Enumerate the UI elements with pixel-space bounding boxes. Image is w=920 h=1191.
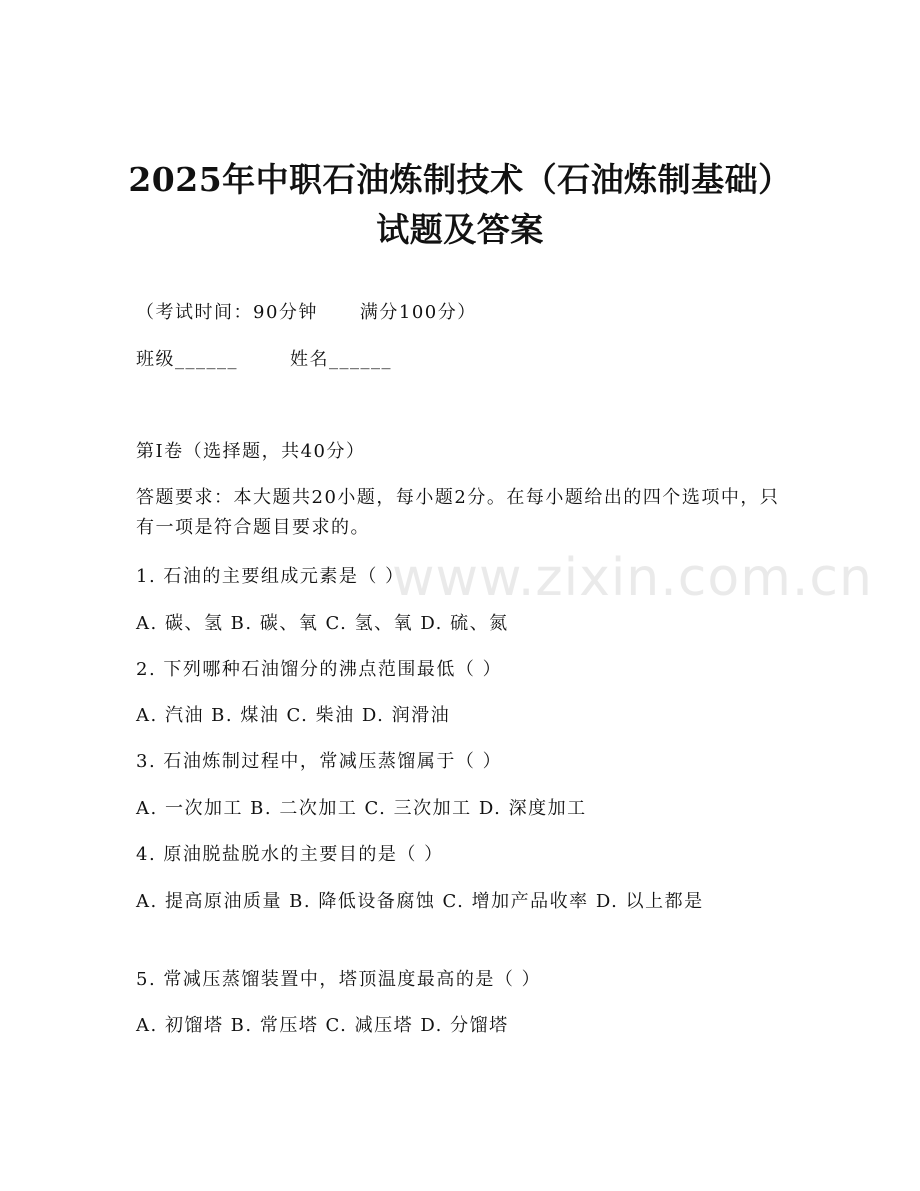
- exam-info: [136, 298, 786, 328]
- question-stem: 5. 常减压蒸馏装置中，塔顶温度最高的是（ ）: [136, 969, 542, 990]
- watermark: www.zixin.com.cn: [392, 548, 873, 608]
- full-score: 满分100分）: [359, 302, 477, 323]
- question-stem: 3. 石油炼制过程中，常减压蒸馏属于（ ）: [136, 751, 503, 772]
- question-options: A. 碳、氢 B. 碳、氧 C. 氢、氧 D. 硫、氮: [136, 613, 509, 634]
- question-options: A. 汽油 B. 煤油 C. 柴油 D. 润滑油: [136, 705, 451, 726]
- exam-time: （考试时间：90分钟: [136, 302, 318, 323]
- document-title-line-2: 试题及答案: [376, 210, 544, 249]
- name-field: 姓名______: [290, 349, 392, 370]
- section-title: 第I卷（选择题，共40分）: [136, 441, 366, 462]
- student-fields: [136, 345, 786, 375]
- question-options: A. 一次加工 B. 二次加工 C. 三次加工 D. 深度加工: [136, 798, 587, 819]
- question-stem: 1. 石油的主要组成元素是（ ）: [136, 566, 405, 587]
- instructions: 答题要求：本大题共20小题，每小题2分。在每小题给出的四个选项中，只有一项是符合题目要求的。: [136, 487, 780, 538]
- class-field: 班级______: [136, 349, 238, 370]
- question-options: A. 提高原油质量 B. 降低设备腐蚀 C. 增加产品收率 D. 以上都是: [136, 891, 704, 912]
- question-stem: 4. 原油脱盐脱水的主要目的是（ ）: [136, 844, 444, 865]
- question-stem: 2. 下列哪种石油馏分的沸点范围最低（ ）: [136, 659, 503, 680]
- document-title-line-1: 2025年中职石油炼制技术（石油炼制基础）: [128, 160, 792, 199]
- question-options: A. 初馏塔 B. 常压塔 C. 减压塔 D. 分馏塔: [136, 1015, 509, 1036]
